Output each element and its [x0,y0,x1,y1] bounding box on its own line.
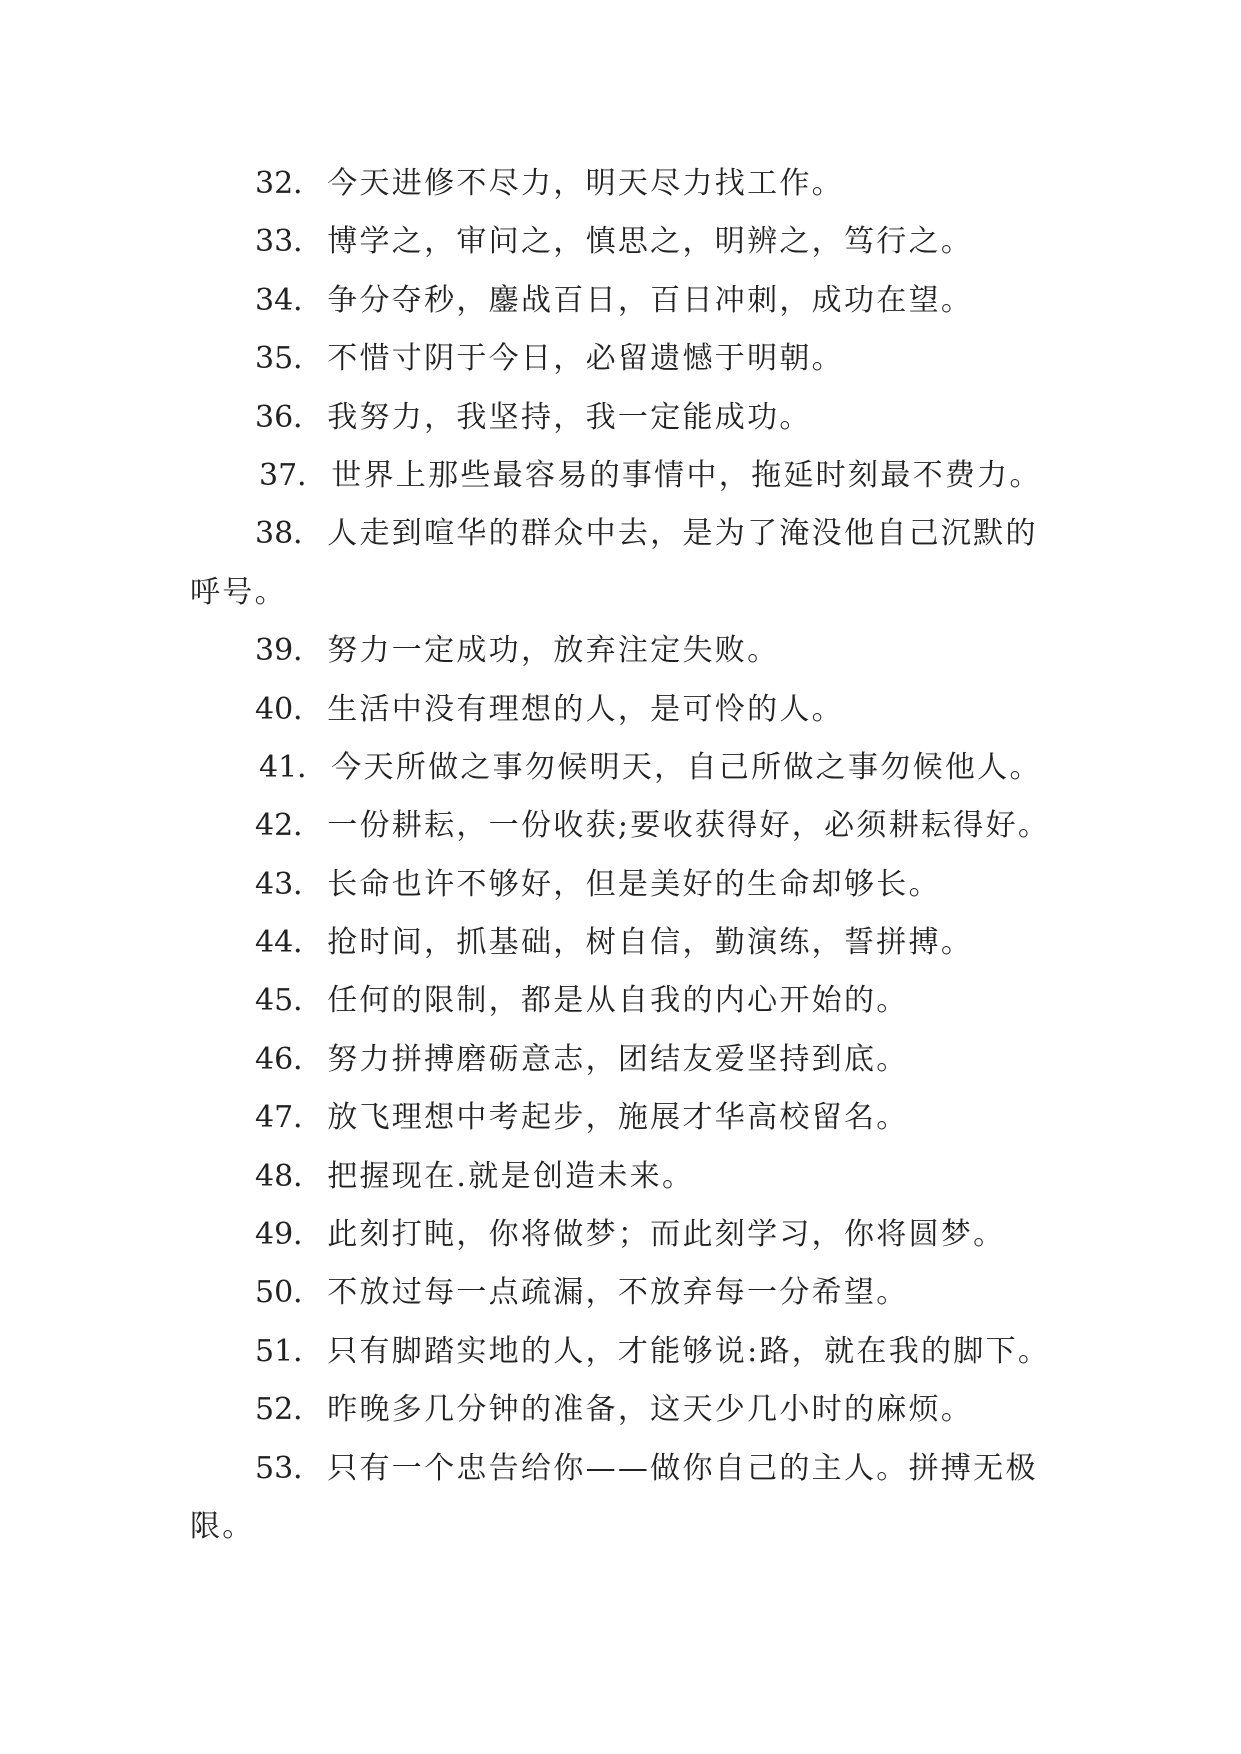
item-number: 45． [255,983,324,1019]
list-item [0,1148,1241,1206]
list-item [0,1264,1241,1322]
item-number: 49． [255,1217,324,1253]
list-item [0,622,1241,680]
item-text: 只有脚踏实地的人，才能够说:路，就在我的脚下。 [327,1333,1051,1369]
item-number: 53． [255,1450,324,1486]
item-text: 不放过每一点疏漏，不放弃每一分希望。 [327,1275,909,1311]
item-continuation-text: 呼号。 [190,574,287,610]
item-number: 37． [259,457,328,493]
list-item [0,1206,1241,1264]
item-text: 此刻打盹，你将做梦；而此刻学习，你将圆梦。 [327,1217,1006,1253]
list-item [0,739,1241,797]
item-text: 人走到喧华的群众中去，是为了淹没他自己沉默的 [327,516,1038,552]
item-number: 47． [255,1100,324,1136]
item-number: 39． [255,633,324,669]
item-continuation-text: 限。 [190,1508,255,1544]
item-text: 今天所做之事勿候明天，自己所做之事勿候他人。 [331,749,1042,785]
item-number: 43． [255,866,324,902]
item-text: 世界上那些最容易的事情中，拖延时刻最不费力。 [331,457,1042,493]
list-item [0,213,1241,271]
item-text: 不惜寸阴于今日，必留遗憾于明朝。 [327,341,844,377]
item-text: 昨晚多几分钟的准备，这天少几小时的麻烦。 [327,1392,974,1428]
list-item [0,272,1241,330]
item-number: 42． [255,808,324,844]
list-item [0,1440,1241,1498]
item-number: 50． [255,1275,324,1311]
item-text: 放飞理想中考起步，施展才华高校留名。 [327,1100,909,1136]
item-number: 32． [255,166,324,201]
item-number: 35． [255,341,324,377]
item-text: 争分夺秒，鏖战百日，百日冲刺，成功在望。 [327,282,974,318]
item-text: 今天进修不尽力，明天尽力找工作。 [327,166,844,201]
list-item [0,681,1241,739]
item-number: 44． [255,925,324,961]
item-number: 36． [255,399,324,435]
item-text: 把握现在.就是创造未来。 [327,1158,695,1194]
list-item-continuation [0,564,1241,622]
list-item [0,797,1241,855]
list-item [0,1323,1241,1381]
item-number: 34． [255,282,324,318]
list-item [0,1089,1241,1147]
list-item [0,1381,1241,1439]
item-text: 我努力，我坚持，我一定能成功。 [327,399,812,435]
item-number: 38． [255,516,324,552]
list-item [0,447,1241,505]
item-text: 一份耕耘，一份收获;要收获得好，必须耕耘得好。 [327,808,1051,844]
document-body [0,155,1241,1556]
item-text: 任何的限制，都是从自我的内心开始的。 [327,983,909,1019]
list-item [0,330,1241,388]
item-number: 46． [255,1041,324,1077]
list-item [0,914,1241,972]
item-text: 长命也许不够好，但是美好的生命却够长。 [327,866,941,902]
item-number: 52． [255,1392,324,1428]
item-number: 51． [255,1333,324,1369]
item-text: 生活中没有理想的人，是可怜的人。 [327,691,844,727]
item-text: 努力一定成功，放弃注定失败。 [327,633,780,669]
item-number: 41． [259,749,328,785]
list-item [0,155,1241,213]
list-item [0,972,1241,1030]
list-item [0,505,1241,563]
item-text: 努力拼搏磨砺意志，团结友爱坚持到底。 [327,1041,909,1077]
item-number: 33． [255,224,324,260]
item-text: 博学之，审问之，慎思之，明辨之，笃行之。 [327,224,974,260]
list-item [0,856,1241,914]
list-item [0,389,1241,447]
list-item-continuation [0,1498,1241,1556]
item-number: 48． [255,1158,324,1194]
item-number: 40． [255,691,324,727]
item-text: 抢时间，抓基础，树自信，勤演练，誓拼搏。 [327,925,974,961]
item-text: 只有一个忠告给你——做你自己的主人。拼搏无极 [327,1450,1038,1486]
list-item [0,1031,1241,1089]
